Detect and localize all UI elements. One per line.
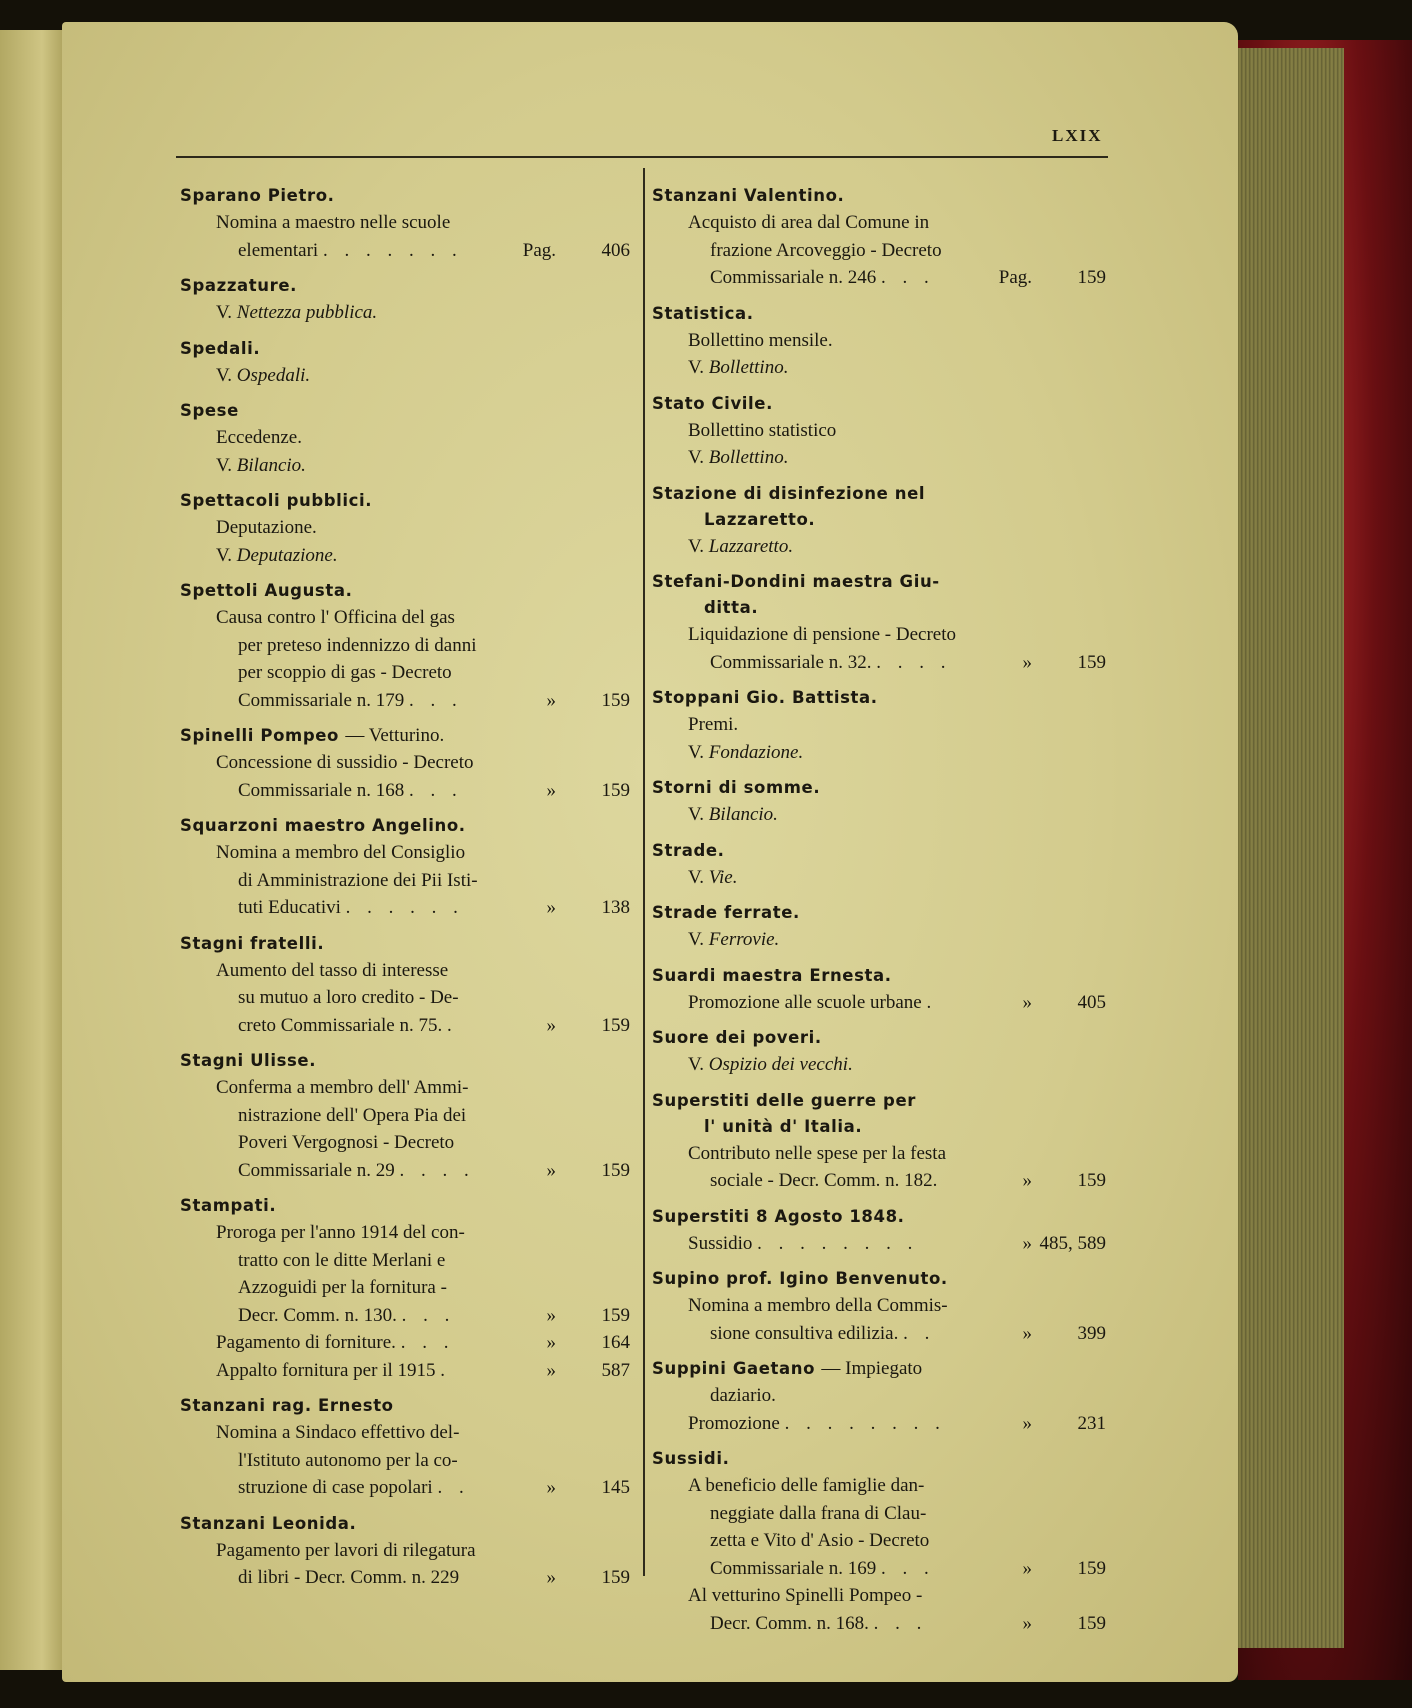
entry-heading xyxy=(652,900,1106,926)
index-reference xyxy=(652,1230,1106,1258)
reference-text: tuti Educativi xyxy=(238,897,341,918)
reference-last-line xyxy=(688,989,1106,1017)
see-marker: V. xyxy=(216,364,233,386)
reference-line: A beneficio delle famiglie dan- xyxy=(688,1475,925,1496)
reference-text: Commissariale n. 29 xyxy=(238,1159,395,1181)
index-reference xyxy=(652,1410,1106,1438)
see-reference xyxy=(652,1051,1106,1079)
entry-subtopic: Premi. xyxy=(688,714,739,735)
reference-line: Poveri Vergognosi - Decreto xyxy=(238,1132,455,1153)
reference-last-line xyxy=(688,1230,1106,1258)
page-mark: » xyxy=(546,1359,556,1381)
heading-text: Stagni fratelli. xyxy=(180,933,325,953)
dot-leader: . . . . xyxy=(399,1159,475,1181)
reference-last-line xyxy=(688,1410,1106,1438)
see-marker: V. xyxy=(688,447,705,468)
reference-text: sione consultiva edilizia. xyxy=(710,1322,899,1344)
page-mark: » xyxy=(1022,651,1032,673)
reference-last-line xyxy=(216,1302,630,1330)
reference-line: Liquidazione di pensione - Decreto xyxy=(688,624,957,645)
index-entry xyxy=(180,578,630,714)
entry-heading xyxy=(652,391,1106,417)
see-reference xyxy=(652,444,1106,472)
page-mark: » xyxy=(546,779,556,801)
page-mark: » xyxy=(1022,1412,1032,1434)
reference-line: per scoppio di gas - Decreto xyxy=(238,662,452,683)
entry-heading xyxy=(652,1088,1106,1114)
page-mark: » xyxy=(546,1477,556,1498)
heading-text: Sparano Pietro. xyxy=(180,186,335,205)
entry-heading xyxy=(652,1204,1106,1230)
dot-leader: . . . . xyxy=(876,651,952,673)
see-reference xyxy=(652,739,1106,767)
reference-text: Commissariale n. 246 xyxy=(710,267,877,288)
heading-suffix: — Impiegato xyxy=(821,1358,923,1379)
index-entry xyxy=(652,775,1106,829)
page-mark: » xyxy=(1022,1612,1032,1634)
entry-heading xyxy=(180,398,630,424)
page-number: 159 xyxy=(601,1014,630,1036)
heading-text: Superstiti 8 Agosto 1848. xyxy=(652,1206,905,1226)
reference-line: nistrazione dell' Opera Pia dei xyxy=(238,1104,467,1126)
reference-text: Pagamento di forniture. xyxy=(216,1332,396,1353)
page-number: 159 xyxy=(1077,651,1106,673)
reference-last-line xyxy=(688,264,1106,292)
reference-last-line xyxy=(216,687,630,715)
reference-text: Commissariale n. 169 xyxy=(710,1557,877,1579)
index-reference xyxy=(652,1472,1106,1582)
heading-text: Stoppani Gio. Battista. xyxy=(652,688,878,707)
page-folio: LXIX xyxy=(1052,126,1103,145)
index-entry xyxy=(180,336,630,390)
see-target: Lazzaretto. xyxy=(708,535,794,557)
entry-heading xyxy=(180,578,630,604)
index-entry xyxy=(180,931,630,1040)
reference-last-line xyxy=(216,1564,630,1592)
see-target: Deputazione. xyxy=(236,544,338,566)
see-target: Fondazione. xyxy=(708,741,804,763)
reference-text: Decr. Comm. n. 168. xyxy=(710,1612,869,1634)
see-target: Bollettino. xyxy=(708,357,789,378)
dot-leader: . xyxy=(440,1359,452,1381)
dot-leader: . . xyxy=(437,1477,470,1498)
page-number: 164 xyxy=(601,1332,630,1353)
reference-text: Promozione xyxy=(688,1412,780,1434)
heading-text: Spazzature. xyxy=(180,276,298,295)
reference-line: Acquisto di area dal Comune in xyxy=(688,212,930,233)
index-reference xyxy=(652,989,1106,1017)
entry-heading xyxy=(652,481,1106,507)
reference-line: neggiate dalla frana di Clau- xyxy=(710,1502,927,1524)
heading-text: Strade. xyxy=(652,840,725,860)
reference-last-line xyxy=(216,1474,630,1502)
index-reference xyxy=(652,1140,1106,1195)
see-marker: V. xyxy=(688,1054,705,1075)
entry-subtopic: Eccedenze. xyxy=(216,427,302,448)
dot-leader: . . . . . . . . xyxy=(757,1232,919,1254)
see-reference xyxy=(652,864,1106,892)
see-marker: V. xyxy=(688,804,705,825)
heading-text: Sussidi. xyxy=(652,1449,730,1468)
index-reference xyxy=(180,1419,630,1502)
entry-heading xyxy=(652,775,1106,801)
reference-line: Nomina a membro del Consiglio xyxy=(216,842,466,863)
page-mark: » xyxy=(546,689,556,711)
reference-line: l'Istituto autonomo per la co- xyxy=(238,1449,458,1471)
page-mark: » xyxy=(546,1332,556,1353)
heading-text: Supino prof. Igino Benvenuto. xyxy=(652,1269,948,1288)
reference-last-line xyxy=(216,1157,630,1185)
entry-heading xyxy=(652,685,1106,711)
index-reference xyxy=(652,621,1106,676)
index-entry xyxy=(652,900,1106,954)
dot-leader: . . . . . . . . xyxy=(784,1412,946,1434)
index-reference xyxy=(180,749,630,804)
page-mark: Pag. xyxy=(522,239,556,261)
page-number: 159 xyxy=(601,779,630,801)
page-number: 587 xyxy=(601,1359,630,1381)
reference-last-line xyxy=(216,1329,630,1357)
header-rule xyxy=(176,156,1108,158)
heading-text: Stanzani rag. Ernesto xyxy=(180,1396,394,1415)
see-reference xyxy=(652,354,1106,382)
see-reference xyxy=(652,801,1106,829)
page-mark: » xyxy=(546,897,556,918)
see-reference xyxy=(180,362,630,390)
heading-text: Stampati. xyxy=(180,1196,277,1215)
heading-text: Spinelli Pompeo xyxy=(180,726,339,745)
page-number: 159 xyxy=(601,1567,630,1588)
reference-text: sociale - Decr. Comm. n. 182. xyxy=(710,1170,938,1191)
page-number: 159 xyxy=(1077,1612,1106,1634)
see-marker: V. xyxy=(216,302,233,323)
index-reference xyxy=(180,1357,630,1385)
dot-leader: . xyxy=(926,991,938,1013)
page-mark: » xyxy=(546,1014,556,1036)
reference-last-line xyxy=(688,1610,1106,1638)
page-number: 145 xyxy=(601,1477,630,1498)
dot-leader: . . . . . . xyxy=(345,897,464,918)
reference-text: struzione di case popolari xyxy=(238,1477,433,1498)
index-entry xyxy=(180,488,630,569)
heading-suffix: — Vetturino. xyxy=(345,725,445,746)
reference-last-line xyxy=(216,1012,630,1040)
entry-heading xyxy=(180,183,630,209)
index-entry xyxy=(652,1446,1106,1637)
reference-line: Pagamento per lavori di rilegatura xyxy=(216,1539,476,1561)
dot-leader: . . . xyxy=(880,267,935,288)
heading-text: Stanzani Valentino. xyxy=(652,186,845,205)
reference-line: Contributo nelle spese per la festa xyxy=(688,1142,947,1164)
page-mark: » xyxy=(1022,1322,1032,1344)
see-target: Ferrovie. xyxy=(708,929,780,950)
entry-subtopic: Bollettino statistico xyxy=(688,419,837,441)
reference-line: tratto con le ditte Merlani e xyxy=(238,1249,446,1271)
page-number: 159 xyxy=(1077,1170,1106,1191)
entry-heading xyxy=(180,1193,630,1219)
entry-heading xyxy=(180,336,630,362)
entry-subtopic: Bollettino mensile. xyxy=(688,329,833,351)
index-entry xyxy=(180,183,630,264)
index-entry xyxy=(180,1393,630,1502)
entry-subtopic: Deputazione. xyxy=(216,517,317,538)
heading-text: Stazione di disinfezione nel xyxy=(652,483,926,503)
entry-heading xyxy=(180,931,630,957)
heading-text: Suore dei poveri. xyxy=(652,1028,822,1047)
page-mark: » xyxy=(1022,1557,1032,1579)
heading-text: Stato Civile. xyxy=(652,393,773,413)
index-entry xyxy=(180,1193,630,1384)
reference-last-line xyxy=(688,649,1106,677)
index-entry xyxy=(652,481,1106,561)
see-target: Ospedali. xyxy=(236,364,311,386)
reference-last-line xyxy=(216,237,630,265)
reference-last-line xyxy=(688,1555,1106,1583)
page-number: 231 xyxy=(1077,1412,1106,1434)
entry-heading xyxy=(180,1511,630,1537)
reference-line: Azzoguidi per la fornitura - xyxy=(238,1277,447,1298)
heading-text: Stagni Ulisse. xyxy=(180,1051,317,1070)
see-reference xyxy=(180,452,630,480)
page-mark: » xyxy=(1022,991,1032,1013)
entry-heading xyxy=(180,813,630,839)
heading-text: Spettacoli pubblici. xyxy=(180,491,373,510)
see-marker: V. xyxy=(216,454,233,476)
index-entry xyxy=(180,813,630,922)
reference-line: Concessione di sussidio - Decreto xyxy=(216,752,474,773)
entry-heading xyxy=(180,1048,630,1074)
reference-line: su mutuo a loro credito - De- xyxy=(238,987,459,1008)
reference-line: frazione Arcoveggio - Decreto xyxy=(710,239,942,261)
index-reference xyxy=(652,1292,1106,1347)
reference-text: Commissariale n. 32. xyxy=(710,651,872,673)
index-entry xyxy=(652,569,1106,676)
heading-text: Superstiti delle guerre per xyxy=(652,1090,916,1110)
entry-heading xyxy=(652,183,1106,209)
entry-heading-continued: Lazzaretto. xyxy=(704,509,816,529)
index-entry xyxy=(652,963,1106,1017)
heading-text: Stanzani Leonida. xyxy=(180,1513,357,1533)
see-marker: V. xyxy=(688,357,705,378)
heading-text: Squarzoni maestro Angelino. xyxy=(180,816,466,835)
page-number: 399 xyxy=(1077,1322,1106,1344)
entry-heading xyxy=(652,1025,1106,1051)
page-number: 159 xyxy=(1077,267,1106,288)
entry-heading xyxy=(652,838,1106,864)
see-reference xyxy=(652,533,1106,561)
index-reference xyxy=(180,1329,630,1357)
entry-heading-continued: daziario. xyxy=(710,1385,776,1406)
left-column xyxy=(180,183,630,1601)
heading-text: Suardi maestra Ernesta. xyxy=(652,965,892,985)
page-number: 159 xyxy=(1077,1557,1106,1579)
index-entry xyxy=(652,1088,1106,1195)
index-entry xyxy=(652,301,1106,382)
entry-heading xyxy=(180,273,630,299)
see-marker: V. xyxy=(688,929,705,950)
see-target: Vie. xyxy=(708,866,738,888)
reference-text: Sussidio xyxy=(688,1232,753,1254)
dot-leader: . . . xyxy=(401,1304,456,1326)
heading-text: Suppini Gaetano xyxy=(652,1359,816,1378)
index-entry xyxy=(652,183,1106,292)
page-mark: » xyxy=(546,1567,556,1588)
see-marker: V. xyxy=(688,741,705,763)
reference-text: creto Commissariale n. 75. xyxy=(238,1014,443,1036)
see-target: Bilancio. xyxy=(236,454,306,476)
heading-text: Spedali. xyxy=(180,338,261,358)
see-reference xyxy=(180,299,630,327)
see-marker: V. xyxy=(688,866,705,888)
dot-leader: . . xyxy=(903,1322,936,1344)
index-reference xyxy=(180,1074,630,1184)
reference-line: zetta e Vito d' Asio - Decreto xyxy=(710,1530,930,1551)
see-marker: V. xyxy=(688,535,705,557)
page-number: 485, 589 xyxy=(1039,1232,1106,1254)
dot-leader: . . . xyxy=(408,689,463,711)
entry-heading xyxy=(652,301,1106,327)
entry-heading xyxy=(652,963,1106,989)
page-mark: » xyxy=(1022,1170,1032,1191)
page-block-edge xyxy=(1238,48,1344,1648)
index-reference xyxy=(180,957,630,1040)
page-number: 159 xyxy=(601,1159,630,1181)
index-entry xyxy=(180,273,630,327)
index-entry xyxy=(652,1204,1106,1258)
see-marker: V. xyxy=(216,544,233,566)
dot-leader: . . . xyxy=(400,1332,455,1353)
heading-text: Storni di somme. xyxy=(652,778,821,797)
reference-line: di Amministrazione dei Pii Isti- xyxy=(238,869,478,891)
reference-line: Nomina a membro della Commis- xyxy=(688,1295,948,1316)
reference-last-line xyxy=(688,1320,1106,1348)
reference-line: Proroga per l'anno 1914 del con- xyxy=(216,1222,465,1243)
see-target: Bollettino. xyxy=(708,447,789,468)
index-entry xyxy=(652,1356,1106,1437)
dot-leader: . . . xyxy=(408,779,463,801)
page-mark: » xyxy=(546,1159,556,1181)
page-mark: » xyxy=(546,1304,556,1326)
reference-text: Commissariale n. 179 xyxy=(238,689,405,711)
index-entry xyxy=(652,391,1106,472)
entry-heading xyxy=(652,1446,1106,1472)
see-target: Ospizio dei vecchi. xyxy=(708,1054,853,1075)
column-divider xyxy=(643,168,645,1576)
entry-heading xyxy=(652,569,1106,595)
entry-heading xyxy=(652,1266,1106,1292)
heading-text: Spese xyxy=(180,401,239,420)
dot-leader: . . . xyxy=(873,1612,928,1634)
index-reference xyxy=(180,604,630,714)
page-number: 138 xyxy=(601,897,630,918)
see-reference xyxy=(652,926,1106,954)
entry-heading xyxy=(180,723,630,749)
reference-line: Nomina a maestro nelle scuole xyxy=(216,212,451,233)
reference-last-line xyxy=(216,894,630,922)
see-target: Nettezza pubblica. xyxy=(236,302,378,323)
index-entry xyxy=(180,398,630,479)
index-entry xyxy=(180,1511,630,1592)
reference-text: Appalto fornitura per il 1915 xyxy=(216,1359,436,1381)
reference-line: Nomina a Sindaco effettivo del- xyxy=(216,1422,460,1443)
entry-heading-continued: l' unità d' Italia. xyxy=(704,1116,863,1136)
reference-last-line xyxy=(216,777,630,805)
reference-last-line xyxy=(216,1357,630,1385)
reference-text: Promozione alle scuole urbane xyxy=(688,991,922,1013)
reference-text: di libri - Decr. Comm. n. 229 xyxy=(238,1567,460,1588)
reference-line: Conferma a membro dell' Ammi- xyxy=(216,1077,469,1098)
reference-last-line xyxy=(688,1167,1106,1195)
heading-text: Statistica. xyxy=(652,303,754,323)
index-entry xyxy=(180,1048,630,1184)
right-column xyxy=(652,183,1106,1646)
dot-leader: . . . xyxy=(880,1557,935,1579)
entry-heading xyxy=(180,1393,630,1419)
index-entry xyxy=(652,838,1106,892)
reference-line: Al vetturino Spinelli Pompeo - xyxy=(688,1585,923,1606)
index-entry xyxy=(652,1025,1106,1079)
page-number: 406 xyxy=(601,239,630,261)
see-target: Bilancio. xyxy=(708,804,778,825)
page-number: 159 xyxy=(601,689,630,711)
index-entry xyxy=(652,1266,1106,1347)
dot-leader: . . . . . . . xyxy=(322,239,463,261)
page-mark: » xyxy=(1022,1232,1032,1254)
index-reference xyxy=(180,839,630,922)
dot-leader: . xyxy=(446,1014,458,1036)
reference-line: Causa contro l' Officina del gas xyxy=(216,607,455,628)
index-reference xyxy=(180,1219,630,1329)
page-number: 159 xyxy=(601,1304,630,1326)
see-reference xyxy=(180,542,630,570)
reference-text: Decr. Comm. n. 130. xyxy=(238,1304,397,1326)
reference-line: Aumento del tasso di interesse xyxy=(216,959,449,981)
entry-heading xyxy=(652,1356,1106,1382)
index-reference xyxy=(180,209,630,264)
index-entry xyxy=(652,685,1106,766)
facing-page-edge xyxy=(0,30,70,1670)
entry-heading-continued: ditta. xyxy=(704,598,759,617)
page-number: 405 xyxy=(1077,991,1106,1013)
reference-line: per preteso indennizzo di danni xyxy=(238,634,477,656)
heading-text: Stefani-Dondini maestra Giu- xyxy=(652,572,940,591)
page-mark: Pag. xyxy=(998,267,1032,288)
index-reference xyxy=(652,1582,1106,1637)
heading-text: Spettoli Augusta. xyxy=(180,581,353,600)
reference-text: elementari xyxy=(238,239,319,261)
heading-text: Strade ferrate. xyxy=(652,903,800,922)
reference-text: Commissariale n. 168 xyxy=(238,779,405,801)
entry-heading xyxy=(180,488,630,514)
index-reference xyxy=(180,1537,630,1592)
index-reference xyxy=(652,209,1106,292)
index-entry xyxy=(180,723,630,804)
